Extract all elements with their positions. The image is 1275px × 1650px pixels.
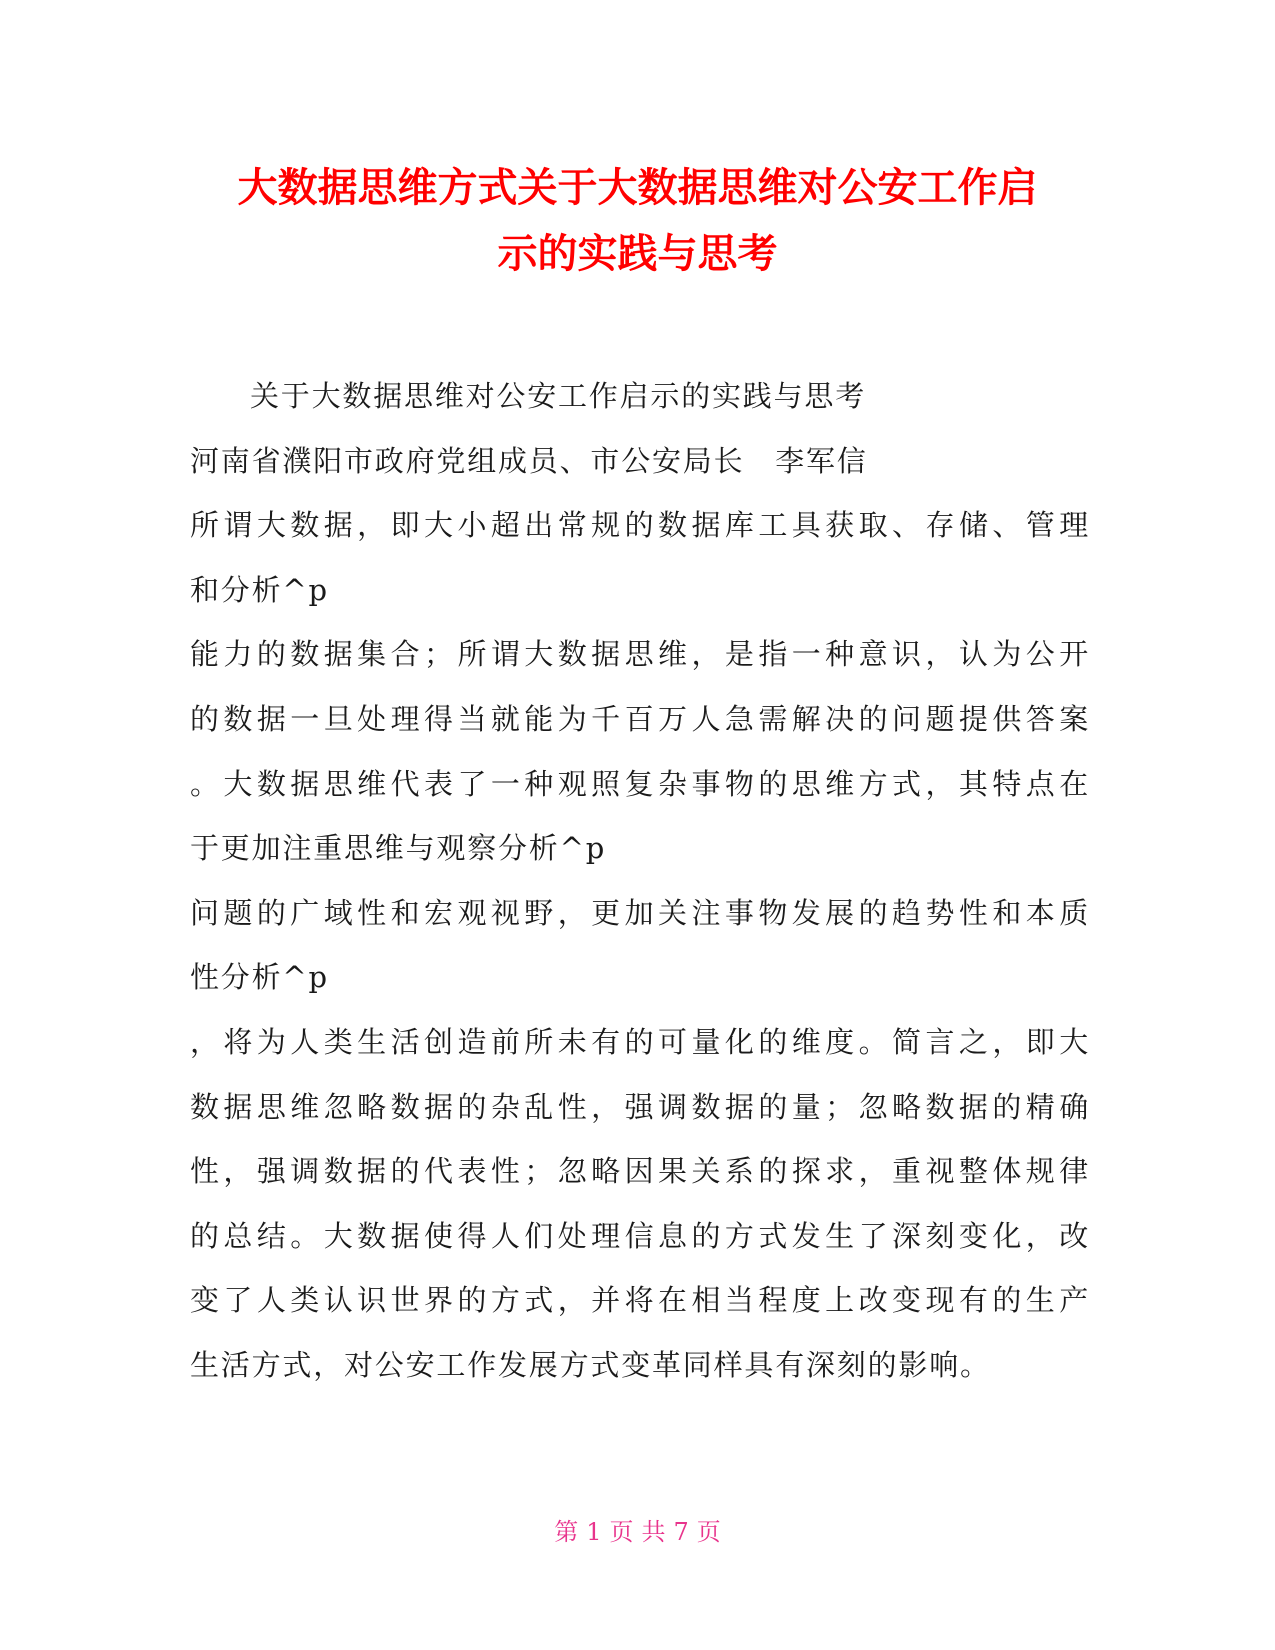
paragraph-line: 数据思维忽略数据的杂乱性，强调数据的量；忽略数据的精确 — [190, 1089, 1090, 1124]
page-current: 1 — [586, 1518, 602, 1546]
total-label-suffix: 页 — [696, 1518, 721, 1546]
page-label-mid: 页 — [609, 1518, 634, 1546]
paragraph-line: 生活方式，对公安工作发展方式变革同样具有深刻的影响。 — [190, 1347, 991, 1382]
paragraph-line: 于更加注重思维与观察分析^p — [190, 831, 607, 866]
paragraph-line: 的总结。大数据使得人们处理信息的方式发生了深刻变化，改 — [190, 1218, 1090, 1253]
total-label-prefix: 共 — [641, 1518, 666, 1546]
paragraph-line: 问题的广域性和宏观视野，更加关注事物发展的趋势性和本质 — [190, 895, 1090, 930]
paragraph-line: 性分析^p — [190, 960, 329, 995]
paragraph-line: 。大数据思维代表了一种观照复杂事物的思维方式，其特点在 — [190, 766, 1090, 801]
paragraph-line: 所谓大数据，即大小超出常规的数据库工具获取、存储、管理 — [190, 508, 1090, 543]
title-line-2: 示的实践与思考 — [497, 231, 778, 277]
paragraph-line: 和分析^p — [190, 572, 329, 607]
paragraph-line: ，将为人类生活创造前所未有的可量化的维度。简言之，即大 — [190, 1024, 1090, 1059]
paragraph-line: 变了人类认识世界的方式，并将在相当程度上改变现有的生产 — [190, 1283, 1090, 1318]
subtitle: 关于大数据思维对公安工作启示的实践与思考 — [250, 379, 867, 413]
page-footer — [0, 1516, 1275, 1548]
page-label-prefix: 第 — [554, 1518, 579, 1546]
author-line: 河南省濮阳市政府党组成员、市公安局长 李军信 — [190, 443, 868, 478]
paragraph-line: 能力的数据集合；所谓大数据思维，是指一种意识，认为公开 — [190, 637, 1090, 672]
page-total: 7 — [673, 1518, 689, 1546]
title-line-1: 大数据思维方式关于大数据思维对公安工作启 — [237, 165, 1038, 211]
document-body — [190, 364, 1090, 1398]
document-title — [150, 155, 1125, 287]
paragraph-line: 的数据一旦处理得当就能为千百万人急需解决的问题提供答案 — [190, 701, 1090, 736]
paragraph-line: 性，强调数据的代表性；忽略因果关系的探求，重视整体规律 — [190, 1154, 1090, 1189]
